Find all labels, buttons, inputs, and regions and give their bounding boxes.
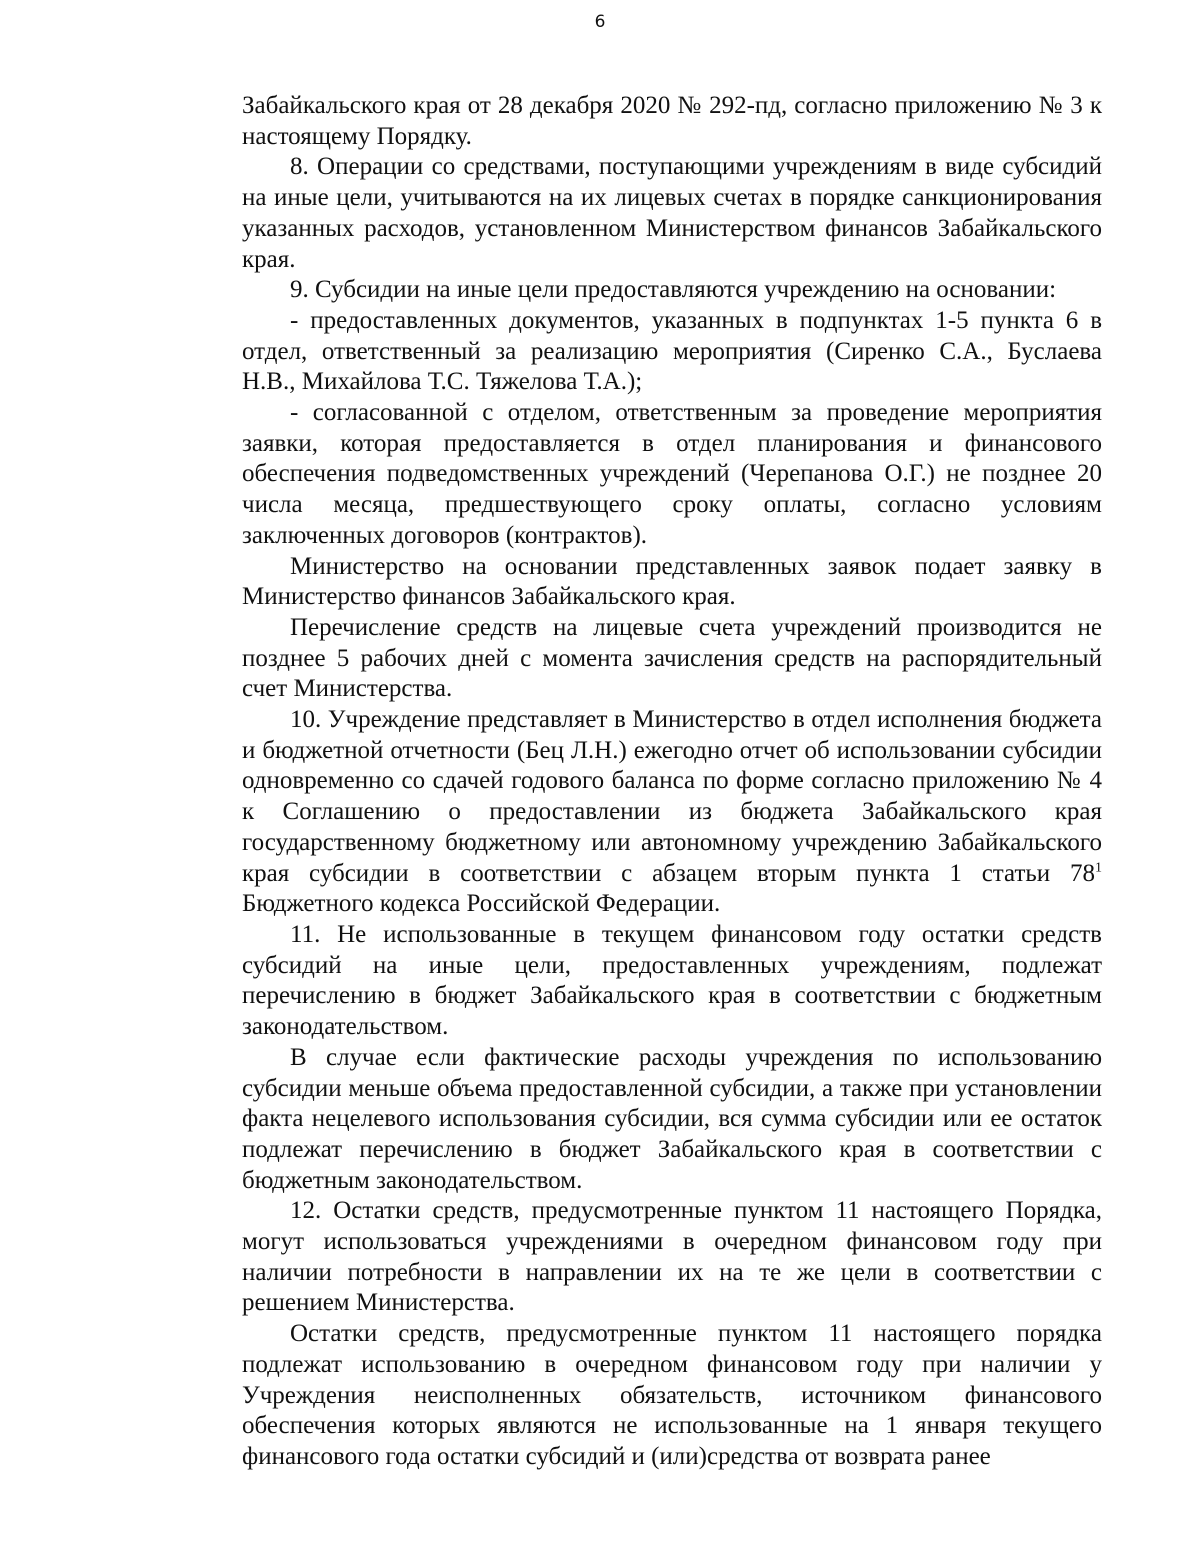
paragraph-item-10-tail: Бюджетного кодекса Российской Федерации. bbox=[242, 890, 721, 918]
paragraph-item-12: 12. Остатки средств, предусмотренные пунктом 11 настоящего Порядка, могут использоваться учреждениями в очередном финансовом году при наличии потребности в направлении их на те же цели в соответствии с решением Министерства. bbox=[242, 1197, 1102, 1317]
paragraph-actual-expenses: В случае если фактические расходы учреждения по использованию субсидии меньше объема предоставленной субсидии, а также при установлении факта нецелевого использования субсидии, вся сумма субсидии или ее остаток подлежат перечислению в бюджет Забайкальского края в соответствии с бюджетным законодательством. bbox=[242, 1043, 1102, 1194]
paragraph-item-9: 9. Субсидии на иные цели предоставляются учреждению на основании: bbox=[290, 276, 1057, 304]
paragraph-item-9-bullet-documents: - предоставленных документов, указанных в подпунктах 1-5 пункта 6 в отдел, ответственный за реализацию мероприятия (Сиренко С.А., Буслаева Н.В., Михайлова Т.С. Тяжелова Т.А.); bbox=[242, 306, 1102, 396]
paragraph-item-9-bullet-application: - согласованной с отделом, ответственным за проведение мероприятия заявки, которая предоставляется в отдел планирования и финансового обеспечения подведомственных учреждений (Черепанова О.Г.) не позднее 20 числа месяца, предшествующего сроку оплаты, согласно условиям заключенных договоров (контрактов). bbox=[242, 399, 1102, 549]
page-number: 6 bbox=[594, 12, 606, 32]
paragraph-item-10-text: 10. Учреждение представляет в Министерство в отдел исполнения бюджета и бюджетной отчетности (Бец Л.Н.) ежегодно отчет об использовании субсидии одновременно со сдачей годового баланса по форме согласно приложению № 4 к Соглашению о предоставлении из бюджета Забайкальского края государственному бюджетному или автономному учреждению Забайкальского края субсидии в соответствии с абзацем вторым пункта 1 статьи 78 bbox=[242, 706, 1102, 887]
paragraph-funds-transfer: Перечисление средств на лицевые счета учреждений производится не позднее 5 рабочих дней с момента зачисления средств на распорядительный счет Министерства. bbox=[242, 613, 1102, 703]
paragraph-item-8: 8. Операции со средствами, поступающими учреждениям в виде субсидий на иные цели, учитываются на их лицевых счетах в порядке санкционирования указанных расходов, установленном Министерством финансов Забайкальского края. bbox=[242, 153, 1102, 273]
paragraph-item-10 bbox=[242, 705, 1102, 920]
paragraph-continuation: Забайкальского края от 28 декабря 2020 № 292-пд, согласно приложению № 3 к настоящему Порядку. bbox=[242, 92, 1102, 150]
article-superscript: 1 bbox=[1095, 860, 1102, 876]
paragraph-item-11: 11. Не использованные в текущем финансовом году остатки средств субсидий на иные цели, предоставленных учреждениям, подлежат перечислению в бюджет Забайкальского края в соответствии с бюджетным законодательством. bbox=[242, 920, 1102, 1041]
paragraph-ministry-application: Министерство на основании представленных заявок подает заявку в Министерство финансов Забайкальского края. bbox=[242, 552, 1102, 611]
paragraph-remaining-funds: Остатки средств, предусмотренные пунктом 11 настоящего порядка подлежат использованию в очередном финансовом году при наличии у Учреждения неисполненных обязательств, источником финансового обеспечения которых являются не использованные на 1 января текущего финансового года остатки субсидий и (или)средства от возврата ранее bbox=[242, 1320, 1102, 1470]
document-body bbox=[242, 91, 1102, 1473]
